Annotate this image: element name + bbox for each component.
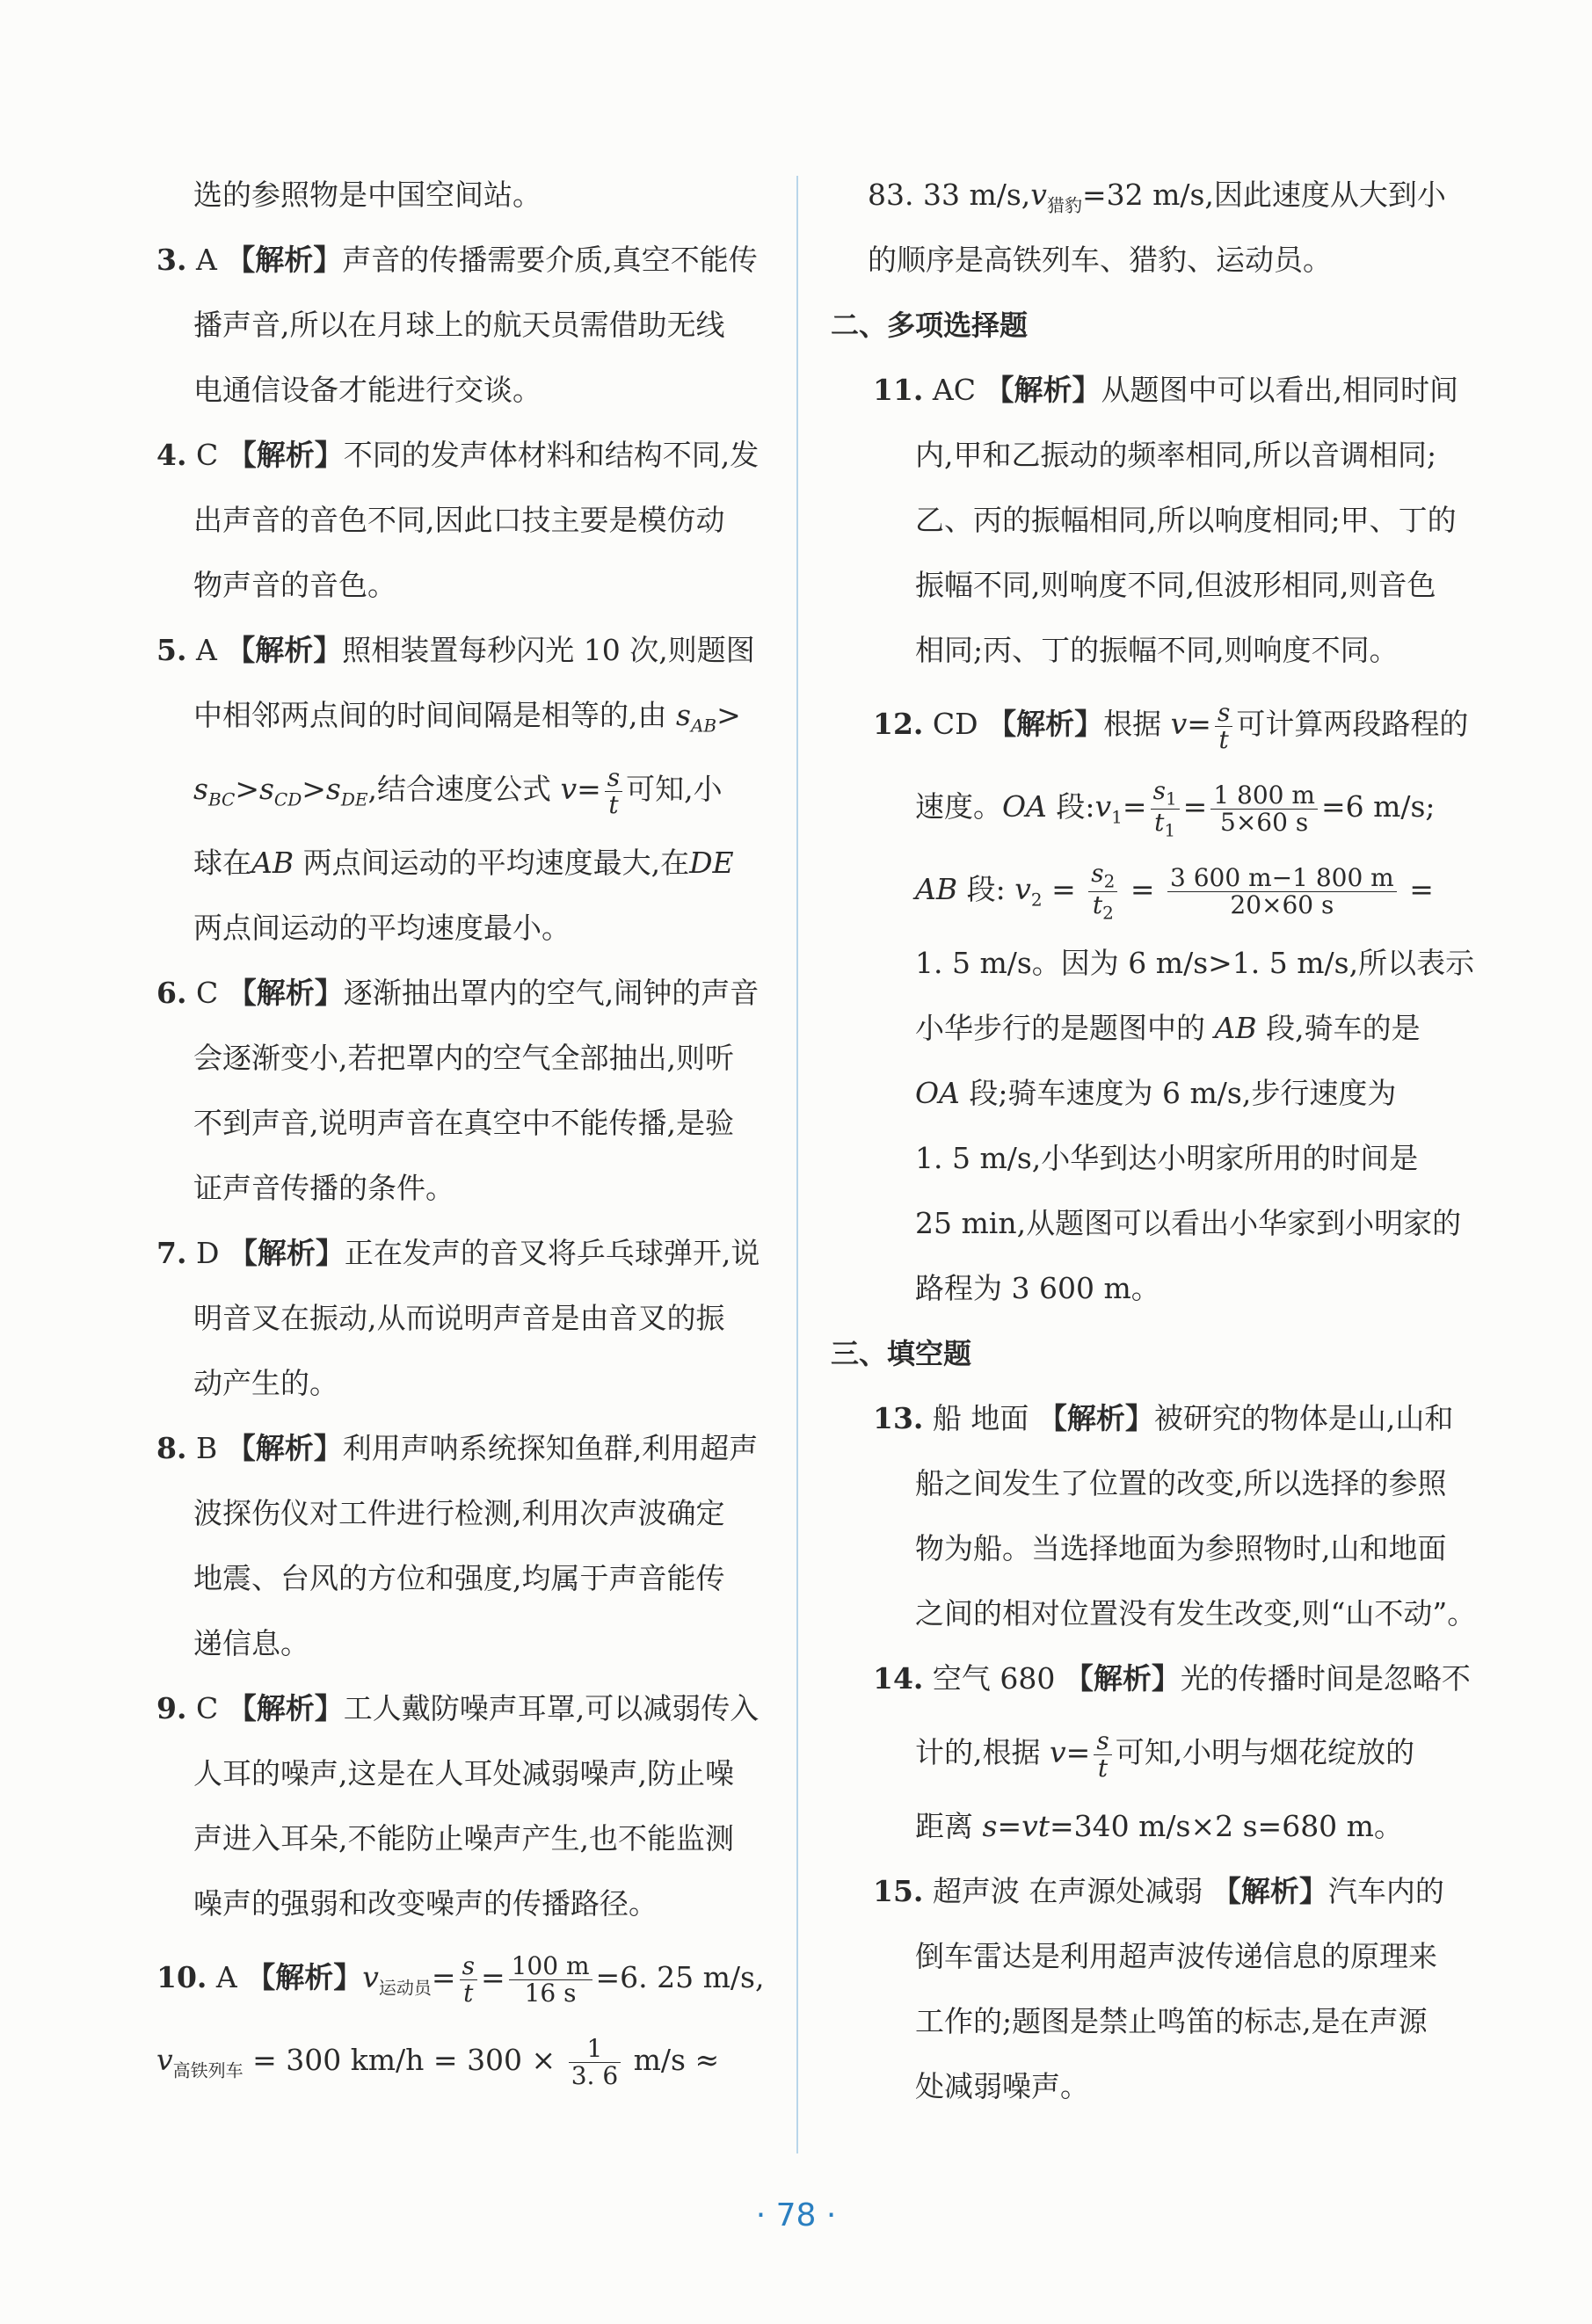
analysis-tag: 【解析】 [985,373,1101,407]
text-line: 利用声呐系统探知鱼群,利用超声 [342,1431,759,1465]
symbol: s [325,772,341,806]
text-line: 波探伤仪对工件进行检测,利用次声波确定 [193,1496,725,1530]
symbol: AB [915,872,958,906]
denominator: t [608,789,619,819]
fraction [1210,782,1318,835]
question-number: 12. [873,707,924,741]
symbol: = [1130,872,1155,906]
numerator: 1 800 m [1210,782,1318,809]
text-line: 物声音的音色。 [193,568,396,602]
symbol: = [1409,872,1434,906]
answer: 超声波 在声源处减弱 [932,1874,1203,1908]
symbol: = [1065,1735,1091,1769]
text-segment: 段,骑车的是 [1266,1011,1421,1045]
text-line: 不同的发声体材料和结构不同,发 [343,438,760,472]
text-segment: =32 m/s,因此速度从大到小 [1081,178,1446,212]
question-number: 8. [156,1431,187,1465]
text-segment: 83. 33 m/s, [868,178,1031,212]
analysis-tag: 【解析】 [246,1960,363,1994]
fraction [1088,858,1117,924]
answer: B [195,1431,218,1465]
question-number: 5. [156,633,187,667]
fraction [1167,865,1397,918]
text-line: 相同;丙、丁的振幅不同,则响度不同。 [915,633,1399,667]
section-heading: 三、填空题 [831,1337,972,1370]
fraction [1215,700,1232,752]
denominator: 16 s [524,1978,577,2008]
denominator: 5×60 s [1220,807,1309,837]
text-line: 地震、台风的方位和强度,均属于声音能传 [193,1561,725,1595]
question-number: 13. [873,1401,924,1435]
numerator: s [460,1953,477,1979]
answer: D [195,1236,220,1270]
answer: A [195,633,217,667]
text-line: 汽车内的 [1327,1874,1444,1908]
question-number: 11. [873,373,924,407]
analysis-tag: 【解析】 [987,707,1104,741]
text-line: 噪声的强弱和改变噪声的传播路径。 [193,1886,658,1921]
symbol: v [362,1960,379,1994]
subscript: 2 [1102,902,1114,924]
subscript: 运动员 [378,1977,432,1999]
text-segment: 距离 [915,1809,973,1843]
text-line: 25 min,从题图可以看出小华家到小明家的 [915,1206,1462,1240]
numerator: s [1094,1728,1111,1754]
text-line: 乙、丙的振幅相同,所以响度相同;甲、丁的 [915,503,1457,537]
text-line: 声进入耳朵,不能防止噪声产生,也不能监测 [193,1821,734,1856]
text-segment: 根据 [1103,707,1162,741]
section-heading: 二、多项选择题 [831,309,1029,342]
subscript: 猎豹 [1046,194,1082,216]
numerator: s [1215,700,1232,726]
answer: CD [932,707,978,741]
text-line: 递信息。 [193,1626,309,1660]
symbol: v [1170,707,1188,741]
symbol: AB [251,846,294,880]
symbol: = [1182,789,1208,824]
analysis-tag: 【解析】 [1211,1874,1328,1908]
fraction [1151,775,1180,841]
symbol: > [235,772,259,806]
question-10 [156,1936,763,2102]
text-segment: 球在 [193,846,251,880]
question-number: 9. [156,1691,187,1725]
text-line: 人耳的噪声,这是在人耳处减弱噪声,防止噪 [193,1756,734,1790]
question-number: 3. [156,243,187,277]
text-line: 照相装置每秒闪光 10 次,则题图 [342,633,755,667]
text-line: 处减弱噪声。 [915,2069,1089,2103]
denominator: t [1097,1753,1109,1783]
text-line: 光的传播时间是忽略不 [1180,1661,1471,1696]
question-14 [831,1646,1472,1859]
text-line: 电通信设备才能进行交谈。 [193,373,542,407]
subscript: AB [690,715,717,737]
text-segment: ,结合速度公式 [367,772,551,806]
symbol: v [1050,1735,1066,1769]
answer: A [195,243,217,277]
text-segment: = 300 km/h = 300 × [252,2043,556,2077]
analysis-tag: 【解析】 [227,976,344,1010]
subscript: 1 [1165,788,1177,810]
symbol: = [1051,872,1076,906]
subscript: 1 [1164,819,1176,841]
text-line: 声音的传播需要介质,真空不能传 [342,243,758,277]
text-line: 两点间运动的平均速度最小。 [193,911,571,945]
text-line: 船之间发生了位置的改变,所以选择的参照 [915,1466,1447,1500]
analysis-tag: 【解析】 [226,633,343,667]
text-segment: 段: [966,872,1006,906]
answer: 空气 680 [932,1661,1056,1696]
denominator: 20×60 s [1230,890,1334,919]
question-number: 4. [156,438,187,472]
symbol: = [480,1960,505,1994]
symbol: s [258,772,274,806]
text-segment: m/s ≈ [633,2043,720,2077]
question-6 [156,961,763,1221]
question-4 [156,423,763,618]
symbol: v [1094,789,1112,824]
analysis-tag: 【解析】 [226,243,343,277]
text-line: 会逐渐变小,若把罩内的空气全部抽出,则听 [193,1041,734,1075]
answer: A [215,1960,237,1994]
text-segment: 段: [1056,789,1095,824]
text-line: 逐渐抽出罩内的空气,闹钟的声音 [343,976,760,1010]
analysis-tag: 【解析】 [227,438,344,472]
answer: C [195,976,219,1010]
text-segment: 中相邻两点间的时间间隔是相等的,由 [193,698,667,732]
fraction [569,2036,621,2088]
text-line: 1. 5 m/s。因为 6 m/s>1. 5 m/s,所以表示 [915,946,1475,980]
text-line: 出声音的音色不同,因此口技主要是模仿动 [193,503,725,537]
bullet: · [825,2197,837,2233]
text-line: 正在发声的音叉将乒乓球弹开,说 [344,1236,760,1270]
denominator: t [463,1978,474,2008]
fraction [1094,1728,1111,1781]
question-9 [156,1676,763,1936]
text-segment: =6. 25 m/s, [595,1960,765,1994]
symbol: s [193,772,208,806]
text-line: 被研究的物体是山,山和 [1153,1401,1454,1435]
numerator: 1 [569,2036,621,2062]
text-segment: 计的,根据 [915,1735,1041,1769]
symbol: = [431,1960,456,1994]
text-line: 证声音传播的条件。 [193,1171,454,1205]
text-line: 不到声音,说明声音在真空中不能传播,是验 [193,1106,734,1140]
text-line: 1. 5 m/s,小华到达小明家所用的时间是 [915,1141,1419,1175]
text-line: 工作的;题图是禁止鸣笛的标志,是在声源 [915,2004,1428,2038]
symbol: vt [1021,1809,1050,1843]
text-segment: 速度。 [915,789,1002,824]
analysis-tag: 【解析】 [1064,1661,1181,1696]
right-column [831,163,1477,2119]
fraction [509,1953,592,2006]
page-number-value: 78 [775,2197,817,2233]
text-line: 的顺序是高铁列车、猎豹、运动员。 [868,243,1332,277]
symbol: > [716,698,741,732]
symbol: = [997,1809,1022,1843]
text-segment: 可知,小 [626,772,723,806]
question-13 [831,1386,1477,1646]
subscript: 2 [1103,870,1116,892]
numerator: s [605,765,622,791]
denominator: t [1218,724,1229,754]
text-segment: 两点间运动的平均速度最大,在 [302,846,690,880]
symbol: v [560,772,578,806]
analysis-tag: 【解析】 [227,1691,344,1725]
numerator: s [1091,858,1104,888]
symbol: = [1122,789,1147,824]
left-column [156,163,763,2102]
symbol: DE [689,846,734,880]
text-line: 播声音,所以在月球上的航天员需借助无线 [193,308,725,342]
symbol: = [1187,707,1211,741]
question-number: 14. [873,1661,924,1696]
symbol: OA [1002,789,1047,824]
text-line: 物为船。当选择地面为参照物时,山和地面 [915,1531,1447,1565]
text-segment: 可计算两段路程的 [1236,707,1469,741]
text-line: 倒车雷达是利用超声波传递信息的原理来 [915,1939,1437,1973]
denominator: t [1154,807,1165,837]
text-segment: =6 m/s; [1320,789,1436,824]
question-12 [831,683,1475,1321]
text-line: 之间的相对位置没有发生改变,则“山不动”。 [915,1596,1477,1630]
text-line: 动产生的。 [193,1366,338,1400]
question-8 [156,1416,763,1676]
denominator: 3. 6 [571,2060,619,2090]
symbol: AB [1214,1011,1257,1045]
symbol: v [1030,178,1047,212]
answer: C [195,438,219,472]
text-line: 路程为 3 600 m。 [915,1271,1160,1305]
text-line: 从题图中可以看出,相同时间 [1101,373,1459,407]
question-3 [156,228,763,423]
column-divider [796,176,798,2153]
page-number [0,2197,1592,2233]
text-line: 明音叉在振动,从而说明声音是由音叉的振 [193,1301,725,1335]
text-segment: 段;骑车速度为 6 m/s,步行速度为 [969,1076,1397,1110]
question-number: 6. [156,976,187,1010]
question-11 [831,358,1472,683]
fraction [460,1953,477,2006]
text-segment: 可知,小明与烟花绽放的 [1115,1735,1415,1769]
subscript: 2 [1030,889,1043,911]
text-line: 振幅不同,则响度不同,但波形相同,则音色 [915,568,1436,602]
numerator: 100 m [509,1953,592,1979]
subscript: CD [273,788,302,810]
text-line: 选的参照物是中国空间站。 [193,178,542,212]
symbol: OA [915,1076,960,1110]
text-line: 内,甲和乙振动的频率相同,所以音调相同; [915,438,1437,472]
answer: C [195,1691,219,1725]
answer: AC [932,373,977,407]
subscript: 1 [1111,806,1123,828]
analysis-tag: 【解析】 [1037,1401,1154,1435]
answer: 船 地面 [932,1401,1029,1435]
fraction [605,765,622,817]
question-15 [831,1859,1472,2119]
question-7 [156,1221,763,1416]
text-line: 工人戴防噪声耳罩,可以减弱传入 [343,1691,760,1725]
analysis-tag: 【解析】 [228,1236,345,1270]
numerator: s [1152,775,1166,805]
numerator: 3 600 m−1 800 m [1167,865,1397,891]
subscript: BC [207,788,236,810]
symbol: = [577,772,601,806]
text-segment: =340 m/s×2 s=680 m。 [1050,1809,1403,1843]
symbol: v [156,2043,173,2077]
question-number: 7. [156,1236,187,1270]
analysis-tag: 【解析】 [226,1431,343,1465]
question-5 [156,618,763,961]
subscript: DE [340,788,368,810]
question-number: 10. [156,1960,207,1994]
symbol: v [1014,872,1031,906]
text-segment: 小华步行的是题图中的 [915,1011,1205,1045]
bullet: · [755,2197,767,2233]
symbol: s [982,1809,998,1843]
denominator: t [1092,890,1103,919]
symbol: s [676,698,691,732]
subscript: 高铁列车 [172,2059,244,2081]
symbol: > [302,772,326,806]
question-number: 15. [873,1874,924,1908]
